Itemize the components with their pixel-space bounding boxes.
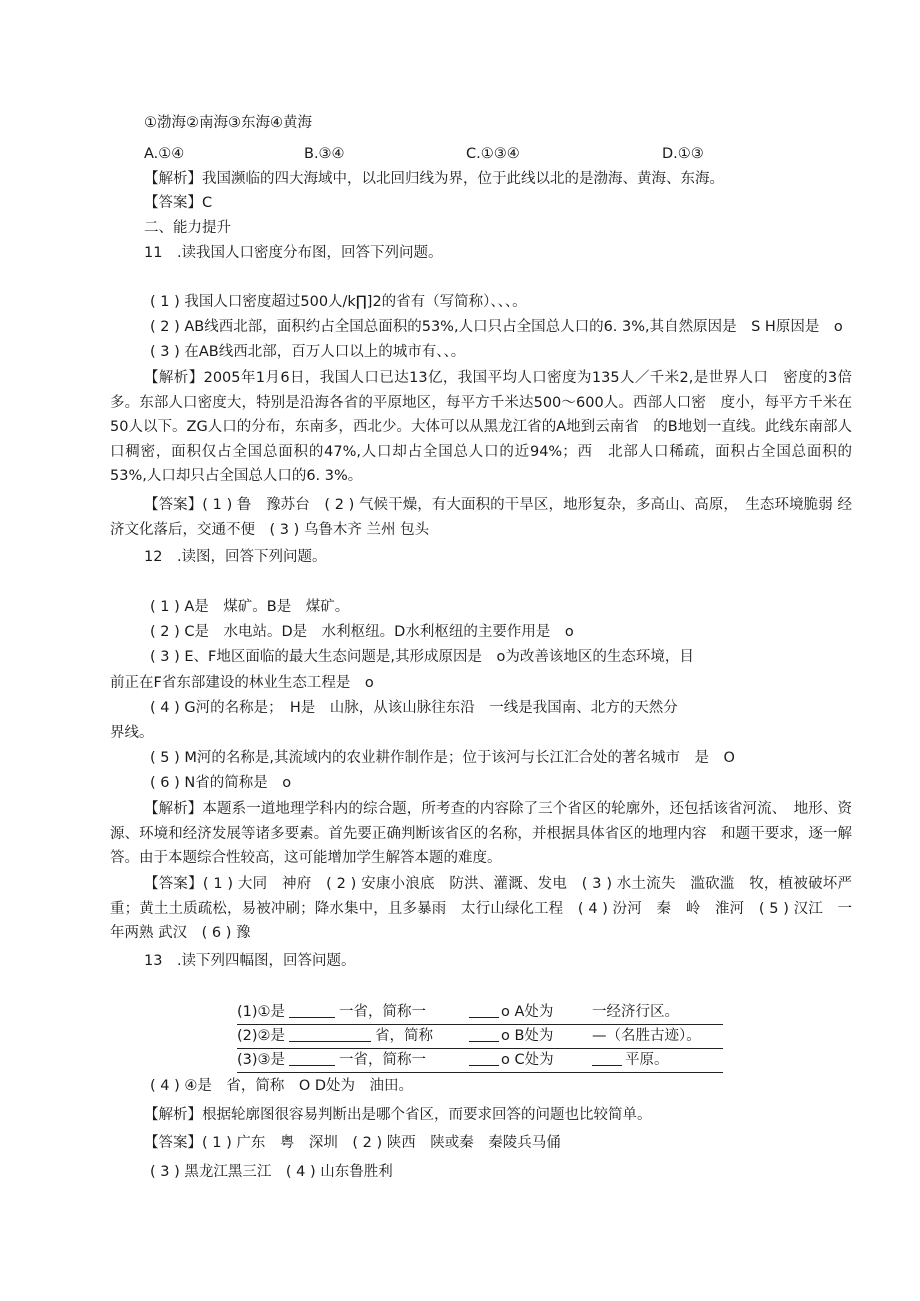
q12-sub2: ( 2 ) C是 水电站。D是 水利枢纽。D水利枢纽的主要作用是 o bbox=[150, 624, 574, 640]
q13-stem: 13 .读下列四幅图，回答问题。 bbox=[144, 953, 356, 969]
q13-answer-line1: 【答案】( 1 ) 广东 粤 深圳 ( 2 ) 陕西 陕或秦 秦陵兵马俑 bbox=[144, 1135, 561, 1151]
q13-row3-end: 平原。 bbox=[625, 1052, 669, 1068]
q13-answer-line2: ( 3 ) 黑龙江黑三江 ( 4 ) 山东鲁胜利 bbox=[150, 1164, 393, 1180]
q13-analysis: 【解析】根据轮廓图很容易判断出是哪个省区，而要求回答的问题也比较简单。 bbox=[144, 1107, 652, 1123]
q13-row1-label: (1)①是 bbox=[237, 1004, 286, 1020]
q12-sub3-line2: 前正在F省东部建设的林业生态工程是 o bbox=[110, 675, 374, 691]
q13-row3-mid: 一省，简称一 bbox=[339, 1052, 426, 1068]
q11-stem: 11 .读我国人口密度分布图，回答下列问题。 bbox=[144, 245, 443, 261]
q10-options-line: ①渤海②南海③东海④黄海 bbox=[144, 115, 312, 131]
q13-row3-area: o C处为 bbox=[501, 1052, 554, 1068]
q13-row2-blank2[interactable] bbox=[469, 1026, 499, 1046]
q12-analysis: 【解析】本题系一道地理学科内的综合题，所考查的内容除了三个省区的轮廓外，还包括该省河流、 地形、资源、环境和经济发展等诸多要素。首先要正确判断该省区的名称，并根据具体省区的地理内容 和题干要求，逐一解答。由于本题综合性较高，这可能增加学生解答本题的难度。 bbox=[110, 801, 852, 866]
q13-row3-blank3[interactable] bbox=[592, 1050, 622, 1070]
q12-sub4-line1: ( 4 ) G河的名称是； H是 山脉，从该山脉往东沿 一线是我国南、北方的天然分 bbox=[150, 700, 678, 716]
q10-choice-c: C.①③④ bbox=[466, 146, 520, 162]
q10-answer: 【答案】C bbox=[144, 195, 213, 211]
q13-row2-area: o B处为 bbox=[501, 1028, 554, 1044]
q10-choice-b: B.③④ bbox=[304, 146, 345, 162]
q12-sub5: ( 5 ) M河的名称是,其流域内的农业耕作制作是；位于该河与长江汇合处的著名城市 是 O bbox=[150, 750, 735, 766]
q13-row1-end: 一经济行区。 bbox=[592, 1004, 679, 1020]
q13-row3-label: (3)③是 bbox=[237, 1052, 286, 1068]
q10-analysis: 【解析】我国濒临的四大海域中，以北回归线为界，位于此线以北的是渤海、黄海、东海。 bbox=[144, 171, 724, 187]
q12-sub3-line1: ( 3 ) E、F地区面临的最大生态问题是,其形成原因是 o为改善该地区的生态环境，目 bbox=[150, 649, 694, 665]
q13-row3-blank[interactable] bbox=[289, 1050, 335, 1070]
q10-choice-a: A.①④ bbox=[144, 146, 185, 162]
q13-sub4: ( 4 ) ④是 省，简称 O D处为 油田。 bbox=[150, 1078, 414, 1094]
q13-row1-blank2[interactable] bbox=[469, 1002, 499, 1022]
q13-row-1 bbox=[237, 1000, 723, 1025]
q12-sub4-line2: 界线。 bbox=[110, 725, 154, 741]
q11-sub3: ( 3 ) 在AB线西北部，百万人口以上的城市有、、。 bbox=[150, 344, 466, 360]
q12-stem: 12 .读图，回答下列问题。 bbox=[144, 549, 327, 565]
q12-sub1: ( 1 ) A是 煤矿。B是 煤矿。 bbox=[150, 599, 350, 615]
q13-row2-end: —（名胜古迹）。 bbox=[592, 1028, 701, 1044]
q13-row2-mid: 省，简称 bbox=[375, 1028, 433, 1044]
q11-sub2: ( 2 ) AB线西北部，面积约占全国总面积的53%,人口只占全国总人口的6. 3%,其自然原因是 S H原因是 o bbox=[150, 319, 843, 335]
q11-analysis: 【解析】2005年1月6日，我国人口已达13亿，我国平均人口密度为135人／千米2,是世界人口 密度的3倍多。东部人口密度大，特别是沿海各省的平原地区，每平方千米达500〜600人。西部人口密 度小，每平方千米在50人以下。ZG人口的分布，东南多，西北少。大体可以从黑龙江省的A地到云南省 的B地划一直线。此线东南部人口稠密，面积仅占全国总面积的47%,人口却占全国总人口的近94%；西 北部人口稀疏，面积占全国总面积的53%,人口却只占全国总人口的6. 3%。 bbox=[110, 370, 852, 484]
q10-choice-d: D.①③ bbox=[662, 146, 704, 162]
q13-row2-blank[interactable] bbox=[289, 1026, 371, 1046]
q13-row2-label: (2)②是 bbox=[237, 1028, 286, 1044]
q13-row3-blank2[interactable] bbox=[469, 1050, 499, 1070]
q13-row-2 bbox=[237, 1024, 723, 1049]
q12-sub6: ( 6 ) N省的简称是 o bbox=[150, 775, 292, 791]
q13-row-3 bbox=[237, 1048, 723, 1073]
q11-answer: 【答案】( 1 ) 鲁 豫苏台 ( 2 ) 气候干燥，有大面积的干旱区，地形复杂，多高山、高原， 生态环境脆弱 经济文化落后，交通不便 ( 3 ) 乌鲁木齐 兰州 包头 bbox=[110, 497, 852, 538]
q13-row1-mid: 一省，简称一 bbox=[339, 1004, 426, 1020]
q11-sub1: ( 1 ) 我国人口密度超过500人∕k∏]2的省有（写简称）、、、。 bbox=[150, 294, 527, 310]
q13-row1-area: o A处为 bbox=[501, 1004, 554, 1020]
section-title: 二、能力提升 bbox=[144, 220, 231, 236]
q13-row1-blank[interactable] bbox=[289, 1002, 335, 1022]
q12-answer: 【答案】( 1 ) 大同 神府 ( 2 ) 安康小浪底 防洪、灌溉、发电 ( 3 ) 水土流失 滥砍滥 牧，植被破坏严重；黄土土质疏松，易被冲刷；降水集中，且多暴雨 太行山绿化工程 ( 4 ) 汾河 秦 岭 淮河 ( 5 ) 汉江 一年两熟 武汉 ( 6 ) 豫 bbox=[110, 876, 852, 941]
